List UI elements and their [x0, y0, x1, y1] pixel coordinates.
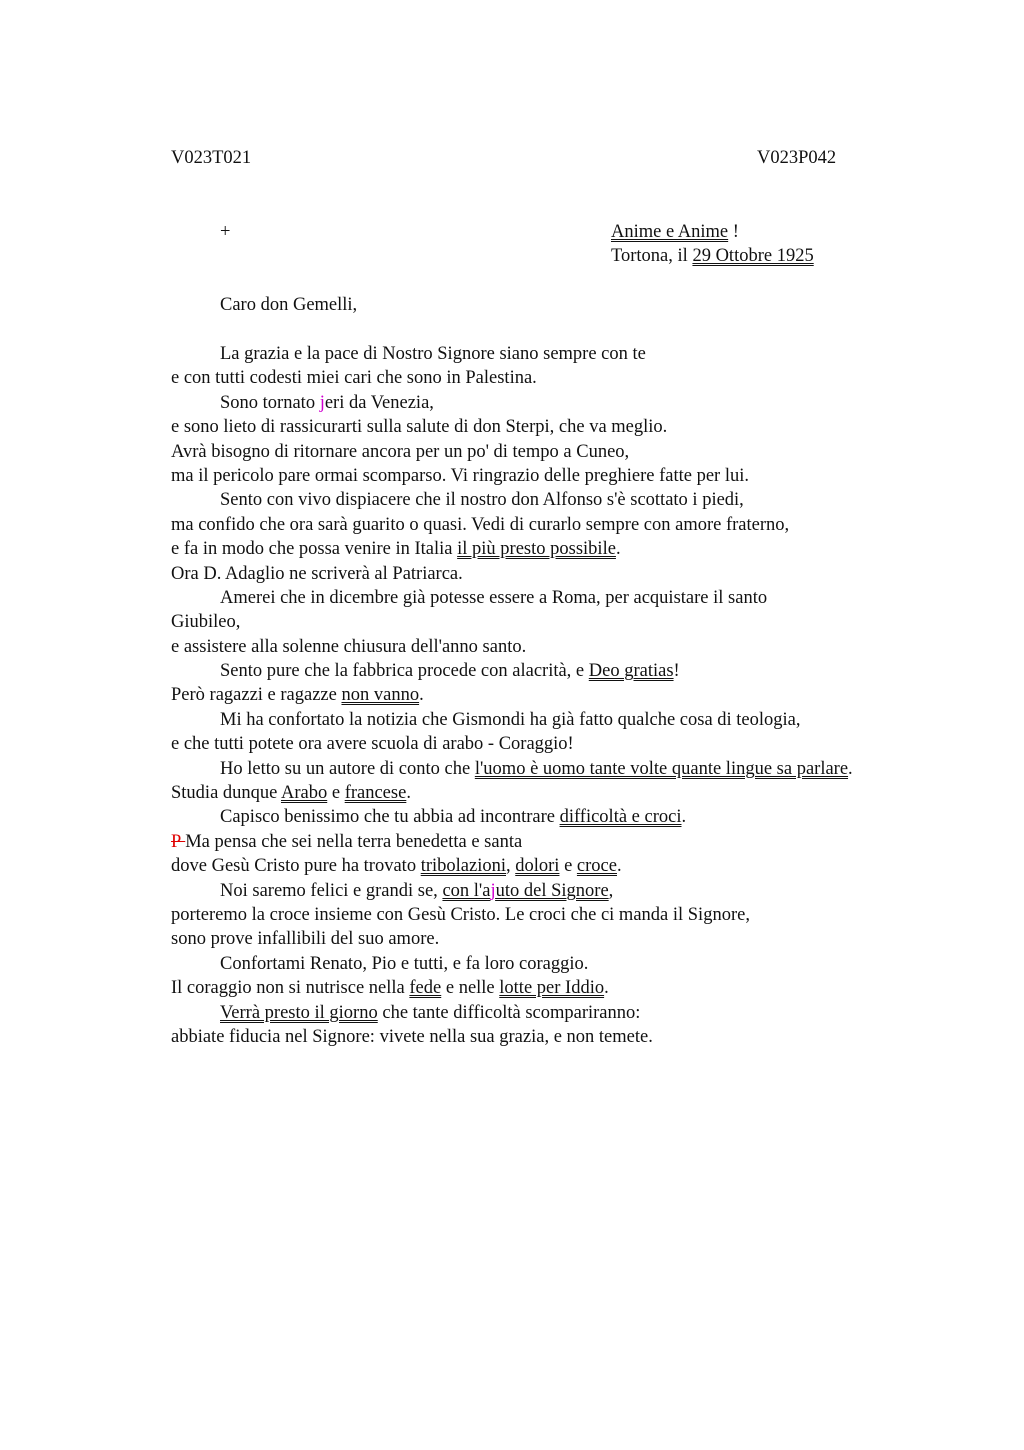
letter-line: [171, 854, 971, 878]
underlined-phrase: l'uomo è uomo tante volte quante lingue sa parlare: [474, 758, 849, 779]
underlined-phrase: [442, 881, 608, 901]
letter-line: [171, 781, 971, 805]
letter-body: [171, 342, 971, 1049]
letter-line: [171, 537, 971, 561]
text-span: dove Gesù Cristo pure ha trovato: [171, 856, 421, 877]
cross-symbol: +: [220, 222, 231, 242]
underlined-phrase: francese: [344, 783, 407, 804]
letter-line: Amerei che in dicembre già potesse essere a Roma, per acquistare il santo: [220, 587, 768, 608]
text-span: Il coraggio non si nutrisce nella: [171, 978, 410, 999]
motto-mark: !: [728, 222, 739, 242]
dateline: [611, 244, 814, 268]
letter-line: ma il pericolo pare ormai scomparso. Vi ringrazio delle preghiere fatte per lui.: [171, 465, 749, 486]
underlined-phrase: Deo gratias: [588, 661, 674, 682]
letter-line: Giubileo,: [171, 612, 241, 633]
text-span: uto del Signore: [495, 880, 609, 901]
underlined-phrase: Verrà presto il giorno: [220, 1002, 378, 1023]
correction-mark: j: [490, 880, 496, 901]
text-span: .: [419, 685, 424, 706]
letter-line: Avrà bisogno di ritornare ancora per un po' di tempo a Cuneo,: [171, 441, 630, 462]
letter-line: Ora D. Adaglio ne scriverà al Patriarca.: [171, 563, 463, 584]
text-span: .: [615, 539, 621, 560]
letter-line: [171, 391, 971, 415]
text-span: che tante difficoltà scompariranno:: [377, 1002, 641, 1023]
underlined-phrase: difficoltà e croci: [559, 807, 682, 828]
letter-line: Sento con vivo dispiacere che il nostro don Alfonso s'è scottato i piedi,: [220, 490, 744, 511]
underlined-phrase: fede: [409, 978, 442, 999]
text-span: e fa in modo che possa venire in Italia: [171, 539, 458, 560]
letter-line: sono prove infallibili del suo amore.: [171, 929, 440, 950]
text-span: con l'a: [442, 880, 491, 901]
letter-line: e che tutti potete ora avere scuola di arabo - Coraggio!: [171, 734, 574, 755]
underlined-phrase: non vanno: [341, 685, 420, 706]
text-span: .: [604, 978, 609, 999]
text-span: Capisco benissimo che tu abbia ad incontrare: [220, 807, 560, 828]
text-span: Sento pure che la fabbrica procede con alacrità, e: [220, 661, 589, 682]
text-span: .: [848, 758, 853, 779]
letter-line: La grazia e la pace di Nostro Signore siano sempre con te: [220, 344, 646, 364]
dateline-place: Tortona, il: [611, 246, 693, 266]
text-span: Però ragazzi e ragazze: [171, 685, 342, 706]
text-span: eri da Venezia,: [324, 392, 434, 413]
text-span: .: [406, 783, 411, 804]
letter-line: [171, 1001, 971, 1025]
text-span: Ma pensa che sei nella terra benedetta e santa: [185, 831, 523, 852]
text-span: Studia dunque: [171, 783, 281, 804]
letter-line: [171, 879, 971, 903]
motto: [611, 220, 739, 244]
text-span: e: [559, 856, 577, 877]
letter-line: e assistere alla solenne chiusura dell'anno santo.: [171, 636, 527, 657]
letter-line: e sono lieto di rassicurarti sulla salute di don Sterpi, che va meglio.: [171, 417, 668, 438]
header-left-code: V023T021: [171, 148, 252, 168]
text-span: ,: [506, 856, 516, 877]
dateline-date: 29 Ottobre 1925: [692, 246, 814, 266]
underlined-phrase: croce: [576, 856, 617, 877]
text-span: Sono tornato: [220, 392, 320, 413]
letter-line: [171, 757, 971, 781]
text-span: Ho letto su un autore di conto che: [220, 758, 475, 779]
letter-line: ma confido che ora sarà guarito o quasi. Vedi di curarlo sempre con amore fraterno,: [171, 514, 790, 535]
letter-line: [171, 683, 971, 707]
text-span: e nelle: [441, 978, 500, 999]
text-span: ,: [608, 880, 614, 901]
text-span: e: [327, 783, 345, 804]
salutation: Caro don Gemelli,: [220, 295, 358, 315]
underlined-phrase: il più presto possibile: [457, 539, 616, 560]
underlined-phrase: lotte per Iddio: [499, 978, 605, 999]
underlined-phrase: tribolazioni: [420, 856, 506, 877]
letter-line: Mi ha confortato la notizia che Gismondi ha già fatto qualche cosa di teologia,: [220, 709, 801, 730]
letter-line: [171, 830, 971, 854]
motto-text: Anime e Anime: [611, 222, 729, 242]
letter-line: [171, 659, 971, 683]
header-right-code: V023P042: [757, 148, 837, 168]
underlined-phrase: dolori: [515, 856, 560, 877]
text-span: .: [681, 807, 687, 828]
letter-line: porteremo la croce insieme con Gesù Cristo. Le croci che ci manda il Signore,: [171, 904, 750, 925]
text-span: !: [673, 661, 680, 682]
letter-line: abbiate fiducia nel Signore: vivete nella sua grazia, e non temete.: [171, 1026, 653, 1047]
underlined-phrase: Arabo: [280, 783, 328, 804]
letter-line: [171, 805, 971, 829]
letter-line: [171, 976, 971, 1000]
letter-line: e con tutti codesti miei cari che sono in Palestina.: [171, 368, 537, 389]
text-span: Noi saremo felici e grandi se,: [220, 880, 443, 901]
correction-mark: j: [319, 392, 325, 413]
letter-line: Confortami Renato, Pio e tutti, e fa loro coraggio.: [220, 953, 589, 974]
text-span: .: [616, 856, 622, 877]
deleted-mark: P: [171, 831, 186, 852]
